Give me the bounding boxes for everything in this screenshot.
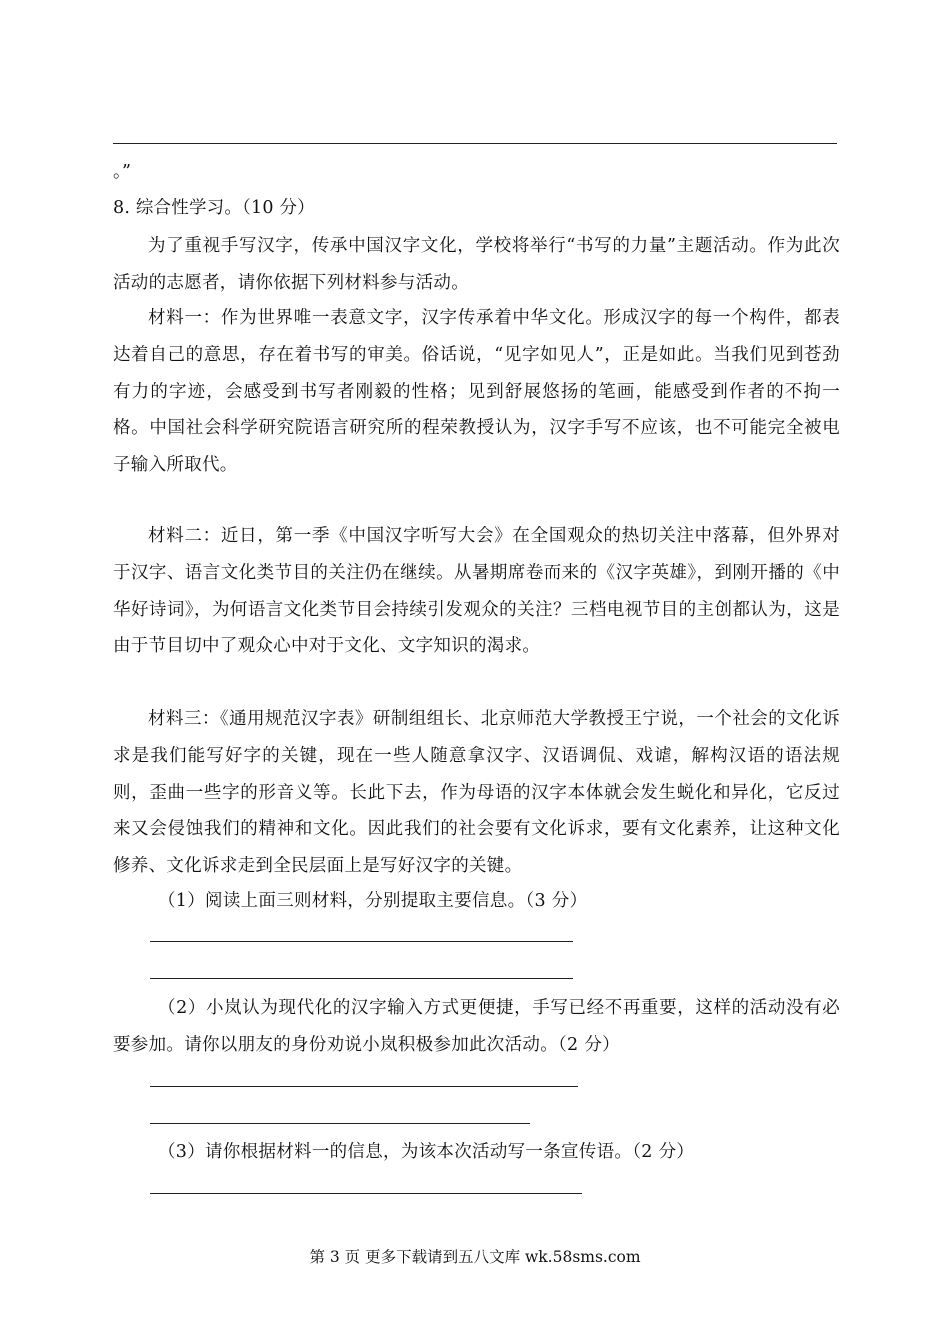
- question-title: 8. 综合性学习。（10 分）: [113, 198, 315, 218]
- answer-line-1a: [150, 941, 573, 942]
- answer-line-1b: [150, 978, 573, 979]
- material-one: 材料一：作为世界唯一表意文字，汉字传承着中华文化。形成汉字的每一个构件，都表达着自己的意思，存在着书写的审美。俗话说，“见字如见人”，正是如此。当我们见到苍劲有力的字迹，会感受到书写者刚毅的性格；见到舒展悠扬的笔画，能感受到作者的不拘一格。中国社会科学研究院语言研究所的程荣教授认为，汉字手写不应该，也不可能完全被电子输入所取代。: [113, 308, 840, 476]
- answer-line-previous: [113, 143, 837, 144]
- sub-question-1: （1）阅读上面三则材料，分别提取主要信息。（3 分）: [158, 891, 588, 911]
- question-intro: 为了重视手写汉字，传承中国汉字文化，学校将举行“书写的力量”主题活动。作为此次活动的志愿者，请你依据下列材料参与活动。: [113, 236, 840, 293]
- answer-line-3: [150, 1193, 582, 1194]
- closing-quote: 。”: [113, 162, 132, 182]
- sub-question-3: （3）请你根据材料一的信息，为该本次活动写一条宣传语。（2 分）: [158, 1142, 695, 1162]
- material-two: 材料二：近日，第一季《中国汉字听写大会》在全国观众的热切关注中落幕，但外界对于汉字、语言文化类节目的关注仍在继续。从暑期席卷而来的《汉字英雄》，到刚开播的《中华好诗词》，为何语言文化类节目会持续引发观众的关注？三档电视节目的主创都认为，这是由于节目切中了观众心中对于文化、文字知识的渴求。: [113, 526, 840, 657]
- sub-question-2: （2）小岚认为现代化的汉字输入方式更便捷，手写已经不再重要，这样的活动没有必要参加。请你以朋友的身份劝说小岚积极参加此次活动。（2 分）: [113, 998, 840, 1055]
- answer-line-2a: [150, 1086, 578, 1087]
- answer-line-2b: [150, 1123, 530, 1124]
- material-three: 材料三：《通用规范汉字表》研制组组长、北京师范大学教授王宁说，一个社会的文化诉求是我们能写好字的关键，现在一些人随意拿汉字、汉语调侃、戏谑，解构汉语的语法规则，歪曲一些字的形音义等。长此下去，作为母语的汉字本体就会发生蜕化和异化，它反过来又会侵蚀我们的精神和文化。因此我们的社会要有文化诉求，要有文化素养，让这种文化修养、文化诉求走到全民层面上是写好汉字的关键。: [113, 709, 840, 877]
- page-footer: 第 3 页 更多下载请到五八文库 wk.58sms.com: [309, 1248, 641, 1266]
